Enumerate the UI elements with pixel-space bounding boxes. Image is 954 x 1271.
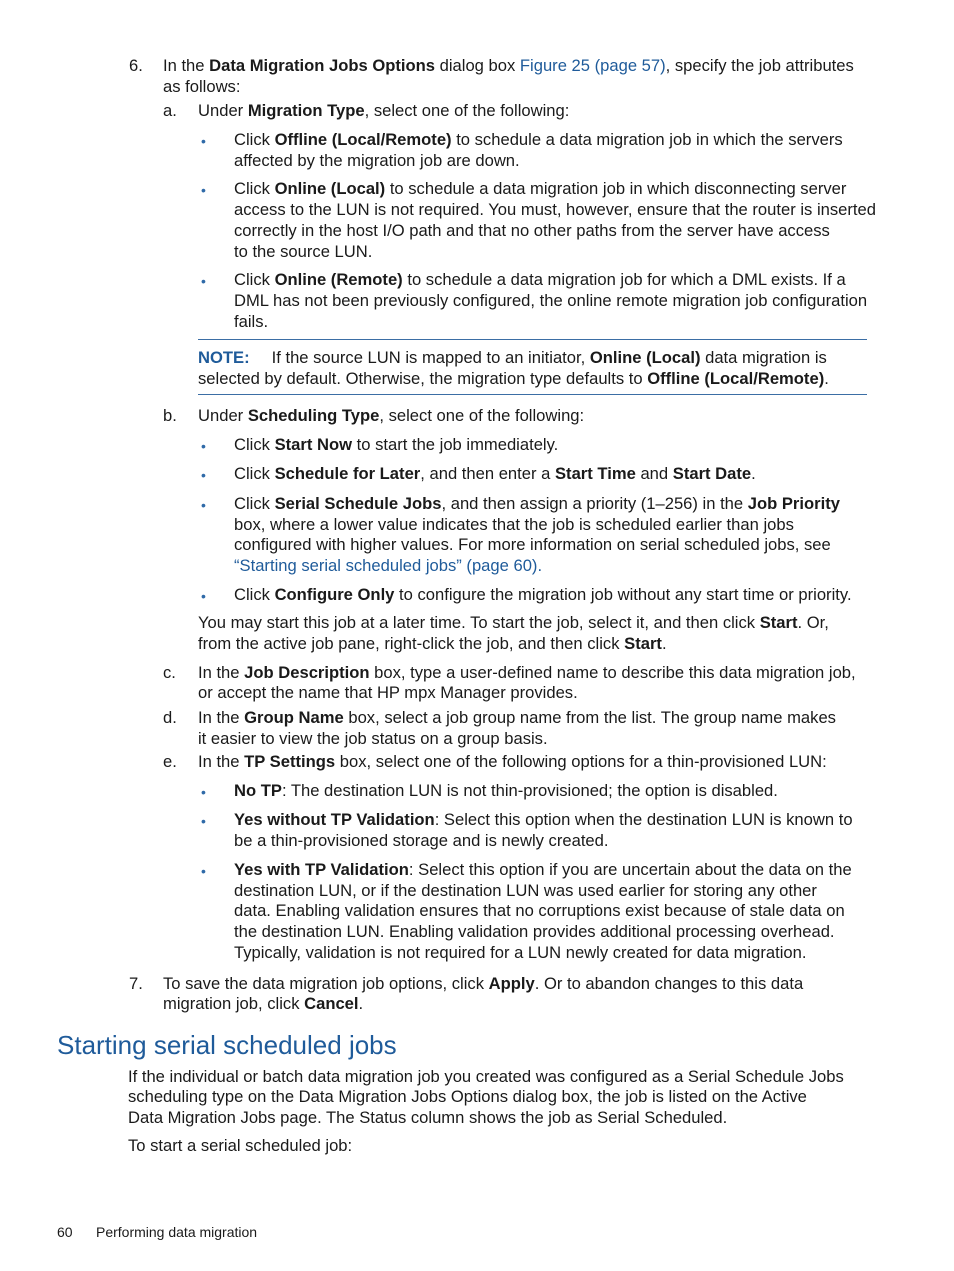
step-number: 6.	[129, 56, 143, 75]
list-item-line: data. Enabling validation ensures that no corruptions exist because of stale data on	[234, 901, 845, 920]
bullet-icon: •	[201, 438, 206, 454]
list-item-line: affected by the migration job are down.	[234, 151, 520, 170]
list-item: Click Online (Remote) to schedule a data migration job for which a DML exists. If a	[234, 270, 846, 289]
list-item: Click Configure Only to configure the migration job without any start time or priority.	[234, 585, 852, 604]
step-text: In the Data Migration Jobs Options dialog box Figure 25 (page 57), specify the job attributes	[163, 56, 854, 75]
figure-link[interactable]: Figure 25 (page 57)	[519, 56, 666, 75]
step-text: migration job, click Cancel.	[163, 994, 364, 1013]
substep-letter: a.	[163, 101, 177, 120]
substep-text: Under Scheduling Type, select one of the following:	[198, 406, 585, 425]
section-link[interactable]: “Starting serial scheduled jobs” (page 60).	[234, 556, 543, 575]
list-item-line: Typically, validation is not required for a LUN newly created for data migration.	[234, 943, 807, 962]
note-top-rule	[198, 339, 867, 340]
list-item-line: destination LUN, or if the destination LUN was used earlier for storing any other	[234, 881, 817, 900]
list-item-line: the destination LUN. Enabling validation provides additional processing overhead.	[234, 922, 835, 941]
list-item-line: configured with higher values. For more information on serial scheduled jobs, see	[234, 535, 831, 554]
step-text: as follows:	[163, 77, 241, 96]
substep-letter: d.	[163, 708, 177, 727]
list-item-line: fails.	[234, 312, 269, 331]
bullet-icon: •	[201, 273, 206, 289]
list-item-line: to the source LUN.	[234, 242, 373, 261]
substep-text: In the Group Name box, select a job group name from the list. The group name makes	[198, 708, 836, 727]
bullet-icon: •	[201, 813, 206, 829]
page-number: 60	[57, 1224, 73, 1240]
paragraph-line: If the individual or batch data migration job you created was configured as a Serial Schedule Jobs	[128, 1067, 844, 1086]
section-heading: Starting serial scheduled jobs	[57, 1030, 397, 1060]
footer-title: Performing data migration	[96, 1224, 258, 1240]
paragraph-line: Data Migration Jobs page. The Status column shows the job as Serial Scheduled.	[128, 1108, 728, 1127]
bullet-icon: •	[201, 863, 206, 879]
list-item: Yes with TP Validation: Select this option if you are uncertain about the data on the	[234, 860, 852, 879]
bullet-icon: •	[201, 133, 206, 149]
note-text: NOTE: If the source LUN is mapped to an initiator, Online (Local) data migration is	[198, 348, 827, 367]
list-item-line: DML has not been previously configured, the online remote migration job configuration	[234, 291, 868, 310]
list-item: Click Offline (Local/Remote) to schedule a data migration job in which the servers	[234, 130, 843, 149]
substep-letter: b.	[163, 406, 177, 425]
bullet-icon: •	[201, 182, 206, 198]
note-text: selected by default. Otherwise, the migration type defaults to Offline (Local/Remote).	[198, 369, 829, 388]
substep-line: or accept the name that HP mpx Manager provides.	[198, 683, 578, 702]
step-number: 7.	[129, 974, 143, 993]
bullet-icon: •	[201, 467, 206, 483]
list-item: Click Start Now to start the job immediately.	[234, 435, 559, 454]
bullet-icon: •	[201, 588, 206, 604]
list-item-line: be a thin-provisioned storage and is newly created.	[234, 831, 609, 850]
substep-text: Under Migration Type, select one of the following:	[198, 101, 570, 120]
note-label: NOTE:	[198, 348, 250, 367]
paragraph-line: from the active job pane, right-click the job, and then click Start.	[198, 634, 667, 653]
list-item: Yes without TP Validation: Select this option when the destination LUN is known to	[234, 810, 853, 829]
bullet-icon: •	[201, 784, 206, 800]
substep-text: In the Job Description box, type a user-defined name to describe this data migration job,	[198, 663, 856, 682]
list-item: Click Schedule for Later, and then enter a Start Time and Start Date.	[234, 464, 756, 483]
list-item: Click Online (Local) to schedule a data migration job in which disconnecting server	[234, 179, 847, 198]
list-item: No TP: The destination LUN is not thin-provisioned; the option is disabled.	[234, 781, 778, 800]
note-bottom-rule	[198, 394, 867, 395]
list-item: Click Serial Schedule Jobs, and then assign a priority (1–256) in the Job Priority	[234, 494, 840, 513]
paragraph-line: scheduling type on the Data Migration Jobs Options dialog box, the job is listed on the Active	[128, 1087, 807, 1106]
substep-text: In the TP Settings box, select one of the following options for a thin-provisioned LUN:	[198, 752, 827, 771]
paragraph-line: To start a serial scheduled job:	[128, 1136, 353, 1155]
bullet-icon: •	[201, 497, 206, 513]
substep-letter: e.	[163, 752, 177, 771]
substep-letter: c.	[163, 663, 176, 682]
list-item-line: access to the LUN is not required. You must, however, ensure that the router is inserted	[234, 200, 876, 219]
paragraph-line: You may start this job at a later time. To start the job, select it, and then click Start. Or,	[198, 613, 829, 632]
list-item-line: box, where a lower value indicates that the job is scheduled earlier than jobs	[234, 515, 794, 534]
substep-line: it easier to view the job status on a group basis.	[198, 729, 548, 748]
step-text: To save the data migration job options, click Apply. Or to abandon changes to this data	[163, 974, 804, 993]
list-item-line: correctly in the host I/O path and that no other paths from the server have access	[234, 221, 830, 240]
